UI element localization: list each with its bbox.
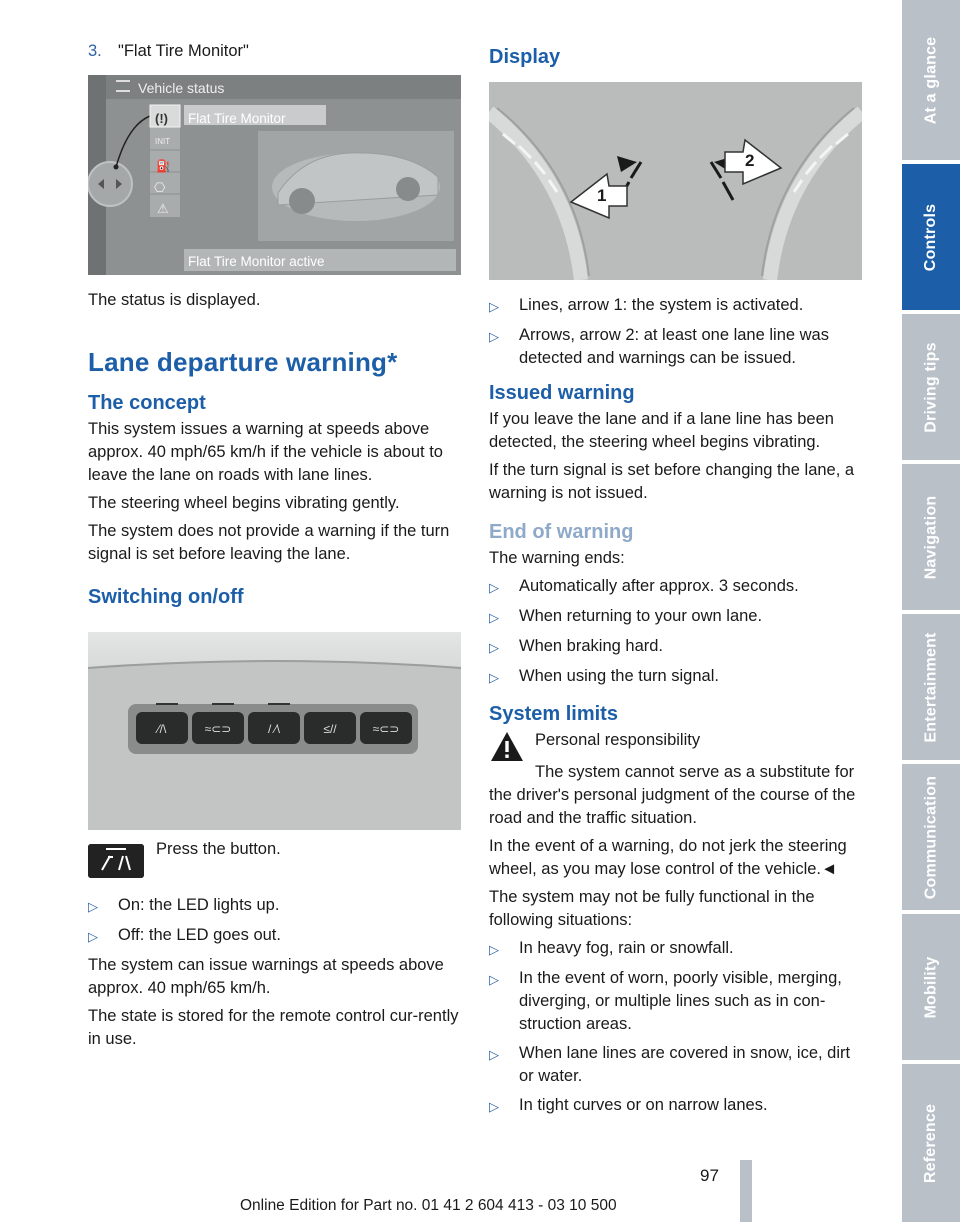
button-panel-figure [88,632,461,830]
svg-text:⁄/\: ⁄/\ [157,722,167,736]
bullet-marker: ▷ [489,329,499,344]
screen-menu-icon [116,80,130,92]
warning-paragraph-1: The system cannot serve as a substitute for the driver's personal judgment of the course of the road and the traffic situation. [489,763,856,827]
tab-navigation[interactable]: Navigation [902,464,960,610]
page-number: 97 [700,1166,719,1185]
bullet-marker: ▷ [489,972,499,987]
chapter-title: Lane departure warning* [88,347,398,377]
bullet-marker: ▷ [489,1099,499,1114]
bullet-marker: ▷ [489,610,499,625]
list-item: ▷ Automatically after approx. 3 seconds. [489,575,862,599]
list-item: ▷ In tight curves or on narrow lanes. [489,1094,862,1118]
list-item: ▷ When lane lines are covered in snow, ice, dirt or water. [489,1042,862,1088]
arrow-1-label: 1 [597,186,607,205]
bullet-marker: ▷ [489,942,499,957]
tab-entertainment[interactable]: Entertainment [902,614,960,760]
screen-selected-item: Flat Tire Monitor [188,111,286,126]
display-heading: Display [489,46,561,68]
status-text: The status is displayed. [88,291,261,309]
end-intro: The warning ends: [489,549,625,567]
init-icon-label: INIT [155,137,171,146]
warning-box [489,729,862,765]
bullet-marker: ▷ [88,929,98,944]
switching-heading: Switching on/off [88,586,244,608]
svg-text:≈⊂⊃: ≈⊂⊃ [204,722,232,736]
vehicle-status-screen-figure [88,75,461,275]
concept-paragraph-2: The steering wheel begins vibrating gently. [88,494,400,512]
screen-status-line: Flat Tire Monitor active [188,254,325,269]
list-item: ▷ When braking hard. [489,635,862,659]
list-item: ▷ When using the turn signal. [489,665,862,689]
end-list [489,575,862,689]
switch-paragraph-1: The system can issue warnings at speeds above approx. 40 mph/65 km/h. [88,956,444,997]
list-item: ▷ In heavy fog, rain or snowfall. [489,937,862,961]
issued-warning-heading: Issued warning [489,382,635,404]
end-warning-heading: End of warning [489,521,634,543]
lane-warning-button-icon [88,844,144,878]
svg-text:/ ⁄\: / ⁄\ [267,722,281,736]
warning-triangle-icon [489,729,525,765]
arrow-2-label: 2 [745,151,755,170]
instrument-display-figure [489,82,862,280]
flat-tire-icon: (!) [155,111,168,126]
list-item: ▷ On: the LED lights up. [88,894,461,918]
bullet-marker: ▷ [489,640,499,655]
warning-triangle-icon: ⚠ [157,201,169,216]
left-column [88,40,461,1056]
chapter-tabs [902,0,960,1222]
system-limits-heading: System limits [489,703,618,725]
bullet-marker: ▷ [489,299,499,314]
tab-driving-tips[interactable]: Driving tips [902,314,960,460]
tab-communication[interactable]: Communication [902,764,960,910]
warning-paragraph-2: In the event of a warning, do not jerk the steering wheel, as you may lose control of the vehicle.◄ [489,837,847,878]
concept-heading: The concept [88,392,206,414]
screen-title: Vehicle status [138,80,225,96]
bullet-marker: ▷ [489,670,499,685]
issued-paragraph-2: If the turn signal is set before changing the lane, a warning is not issued. [489,461,855,502]
concept-paragraph-3: The system does not provide a warning if the turn signal is set before leaving the lane. [88,522,450,563]
bullet-marker: ▷ [88,899,98,914]
issued-paragraph-1: If you leave the lane and if a lane line has been detected, the steering wheel begins vibrating. [489,410,834,451]
warning-title: Personal responsibility [535,731,701,749]
right-column [489,40,862,1124]
display-list [489,294,862,370]
list-item: ▷ Arrows, arrow 2: at least one lane line was detected and warnings can be issued. [489,324,862,370]
bullet-marker: ▷ [489,1047,499,1062]
svg-text:≤//: ≤// [323,722,337,736]
limits-intro: The system may not be fully functional in the following situations: [489,888,815,929]
tab-reference[interactable]: Reference [902,1064,960,1222]
bullet-marker: ▷ [489,580,499,595]
page-number-bar [740,1160,752,1222]
tab-mobility[interactable]: Mobility [902,914,960,1060]
concept-paragraph-1: This system issues a warning at speeds above approx. 40 mph/65 km/h if the vehicle is about to leave the lane on roads with lane lines. [88,420,443,484]
list-item: ▷ In the event of worn, poorly visible, merging, diverging, or multiple lines such as in con-struction areas. [489,967,862,1036]
list-item: ▷ When returning to your own lane. [489,605,862,629]
step-3 [88,40,461,63]
press-button-row [88,842,461,878]
car-icon: ⎔ [154,180,166,195]
step-text: "Flat Tire Monitor" [118,42,249,60]
list-item: ▷ Off: the LED goes out. [88,924,461,948]
press-button-text: Press the button. [156,840,281,858]
onoff-list [88,894,461,948]
svg-text:≈⊂⊃: ≈⊂⊃ [372,722,400,736]
tab-controls[interactable]: Controls [902,164,960,310]
footer-text: Online Edition for Part no. 01 41 2 604 413 - 03 10 500 [240,1197,617,1214]
switch-paragraph-2: The state is stored for the remote control cur-rently in use. [88,1007,459,1048]
tab-at-a-glance[interactable]: At a glance [902,0,960,160]
step-number: 3. [88,42,102,60]
list-item: ▷ Lines, arrow 1: the system is activated. [489,294,862,318]
oil-can-icon: ⛽ [156,159,171,173]
limits-list [489,937,862,1118]
